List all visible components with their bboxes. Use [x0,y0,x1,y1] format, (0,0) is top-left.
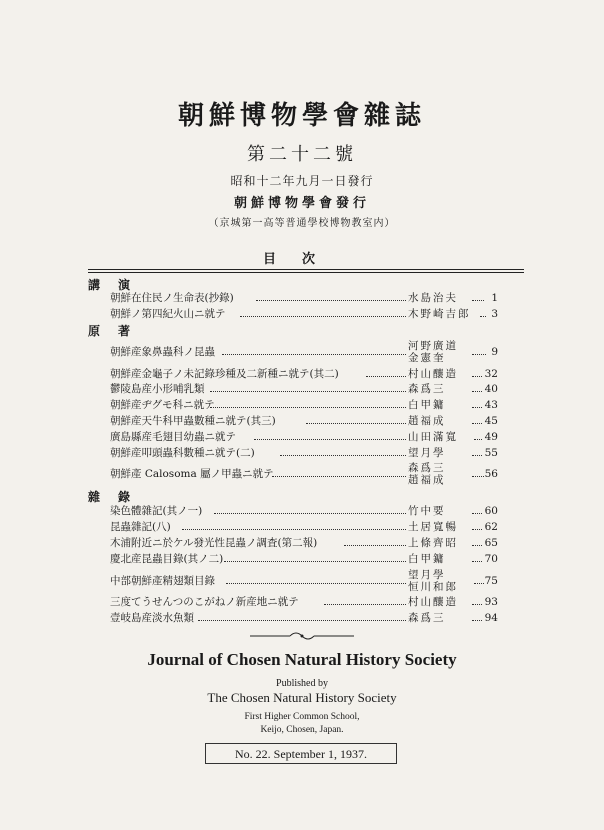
entry-title: 鬱陵島産小形哺乳類 [110,383,205,395]
entry-page: 45 [484,415,498,427]
entry-author: 白甲鏞 [408,399,446,411]
entry-page: 62 [484,521,498,533]
leader-dots [224,561,406,562]
toc-entry [110,612,498,625]
entry-page: 60 [484,505,498,517]
entry-author: 山田滿寬 [408,431,458,443]
toc-top-rule-inner [88,272,524,273]
toc-entry [110,462,498,487]
entry-page: 1 [491,292,498,304]
section-heading-original-papers: 原著 [88,324,149,338]
entry-page: 49 [484,431,498,443]
entry-title: 朝鮮産ヂグモ科ニ就テ [110,399,215,411]
leader-dots [214,513,406,514]
toc-entry [110,505,498,518]
entry-author: 金憲奎 [408,352,446,364]
entry-page: 3 [491,308,498,320]
leader-dots [472,561,482,562]
leader-dots [210,407,406,408]
toc-entry [110,292,498,305]
toc-heading: 目次 [262,252,341,267]
entry-title: 中部朝鮮產精翅類目錄 [110,575,215,587]
leader-dots [324,604,406,605]
entry-title: 染色體雜記(其ノ一) [110,505,203,517]
entry-author: 白甲鏞 [408,553,446,565]
issue-number-box: No. 22. September 1, 1937. [205,743,397,764]
toc-entry [110,521,498,534]
leader-dots [472,545,482,546]
publisher: 朝鮮博物學會發行 [233,196,370,211]
toc-entry [110,399,498,412]
english-city-address: Keijo, Chosen, Japan. [260,725,344,735]
leader-dots [472,620,482,621]
entry-author: 木野崎吉郎 [408,308,471,320]
section-heading-miscellany: 雜錄 [88,490,149,504]
english-school-address: First Higher Common School, [244,712,360,722]
leader-dots [472,376,482,377]
entry-page: 94 [484,612,498,624]
entry-page: 56 [484,468,498,480]
entry-page: 43 [484,399,498,411]
entry-author: 村山釀造 [408,368,458,380]
leader-dots [240,316,406,317]
entry-title: 朝鮮産象鼻蟲科ノ昆蟲 [110,346,215,358]
leader-dots [472,407,482,408]
leader-dots [472,476,484,477]
toc-entry [110,368,498,381]
entry-author: 恒川和郎 [408,581,458,593]
leader-dots [472,513,482,514]
toc-entry [110,596,498,609]
leader-dots [472,604,482,605]
entry-author: 望月學 [408,447,446,459]
leader-dots [472,529,482,530]
toc-entry [110,537,498,550]
entry-author: 河野廣道 [408,340,458,352]
entry-page: 65 [484,537,498,549]
entry-author: 上條齊昭 [408,537,458,549]
entry-page: 40 [484,383,498,395]
entry-title: 壹岐島産淡水魚類 [110,612,194,624]
leader-dots [182,529,406,530]
entry-title: 朝鮮ノ第四紀火山ニ就テ [110,308,226,320]
leader-dots [254,439,406,440]
entry-author: 望月學 [408,569,446,581]
leader-dots [210,391,406,392]
entry-author: 土居寬暢 [408,521,458,533]
leader-dots [472,423,482,424]
leader-dots [198,620,406,621]
leader-dots [472,455,482,456]
entry-title: 朝鮮在住民ノ生命表(抄錄) [110,292,234,304]
ornament-divider-icon [0,626,604,646]
toc-entry [110,308,498,321]
entry-page: 75 [484,575,498,587]
leader-dots [474,583,484,584]
publisher-address: （京城第一高等普通學校博物教室内） [208,218,396,229]
entry-page: 9 [491,346,498,358]
issue-date: 昭和十二年九月一日發行 [230,174,374,188]
leader-dots [280,455,406,456]
toc-entry [110,553,498,566]
entry-author: 竹中要 [408,505,446,517]
entry-title: 朝鮮產 Calosoma 屬ノ甲蟲ニ就テ [110,468,274,480]
english-society-name: The Chosen Natural History Society [207,690,397,705]
leader-dots [222,354,406,355]
leader-dots [480,316,486,317]
toc-entry [110,340,498,365]
entry-author: 趙福成 [408,474,446,486]
entry-author: 趙福成 [408,415,446,427]
entry-page: 55 [484,447,498,459]
toc-entry [110,415,498,428]
entry-title: 朝鮮産天牛科甲蟲數種ニ就テ(其三) [110,415,276,427]
english-journal-title: Journal of Chosen Natural History Society [147,650,457,669]
entry-title: 廣島縣産毛翅目幼蟲ニ就テ [110,431,236,443]
entry-author: 水島治夫 [408,292,458,304]
entry-title: 朝鮮産叩頭蟲科數種ニ就テ(二) [110,447,255,459]
journal-title: 朝鮮博物學會雜誌 [177,101,426,131]
leader-dots [226,583,406,584]
toc-entry [110,431,498,444]
entry-title: 朝鮮産金龜子ノ未記錄珍種及二新種ニ就テ(其二) [110,368,339,380]
section-heading-lectures: 講演 [88,278,149,292]
leader-dots [272,476,406,477]
entry-title: 木浦附近ニ於ケル發光性昆蟲ノ調査(第二報) [110,537,318,549]
entry-title: 慶北産昆蟲目錄(其ノ二) [110,553,224,565]
leader-dots [472,300,484,301]
leader-dots [256,300,406,301]
leader-dots [366,376,406,377]
leader-dots [344,545,406,546]
entry-author: 森爲三 [408,383,446,395]
entry-title: 昆蟲雜記(八) [110,521,171,533]
entry-author: 村山釀造 [408,596,458,608]
toc-entry [110,383,498,396]
leader-dots [306,423,406,424]
entry-page: 93 [484,596,498,608]
entry-page: 70 [484,553,498,565]
toc-top-rule [88,269,524,270]
issue-number: 第二十二號 [247,144,357,165]
leader-dots [474,439,482,440]
toc-entry [110,569,498,594]
toc-entry [110,447,498,460]
entry-page: 32 [484,368,498,380]
entry-author: 森爲三 [408,462,446,474]
leader-dots [472,354,486,355]
entry-author: 森爲三 [408,612,446,624]
entry-title: 三度てうせんつのこがねノ新産地ニ就テ [110,596,299,608]
published-by-label: Published by [276,678,328,689]
leader-dots [472,391,482,392]
